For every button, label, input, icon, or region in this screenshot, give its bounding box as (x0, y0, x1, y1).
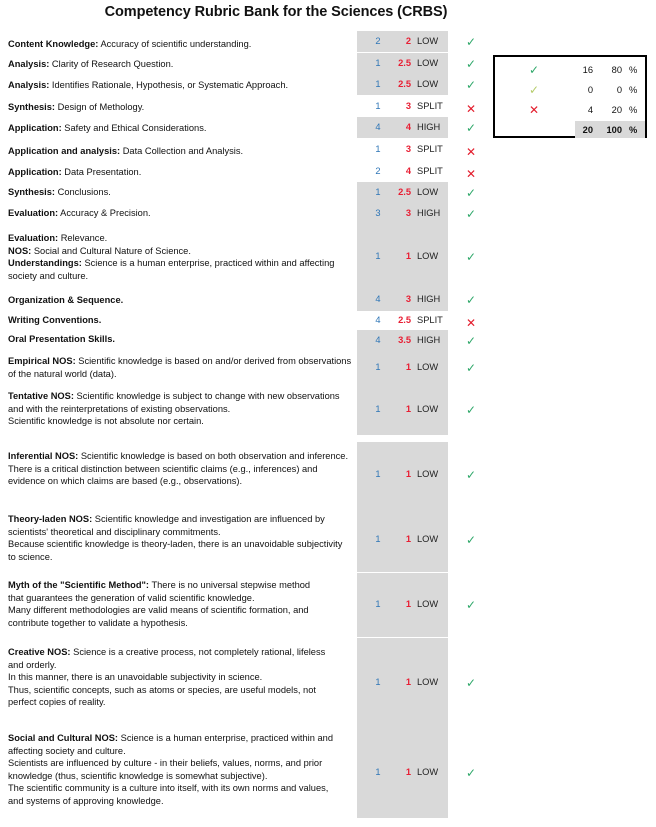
competency-text: Science is a human enterprise, practiced within and affecting society and culture. (8, 733, 334, 756)
level-label: LOW (417, 677, 439, 687)
rubric-row (0, 203, 490, 224)
summary-count: 16 (582, 65, 593, 75)
self-score: 4 (375, 294, 381, 304)
competency-text: Relevance. (58, 233, 108, 243)
check-icon: ✓ (466, 676, 477, 690)
competency-description (8, 333, 353, 346)
rubric-row (0, 330, 490, 351)
description-line (8, 604, 328, 629)
description-line (8, 101, 353, 114)
self-score: 1 (375, 677, 381, 687)
level-label: LOW (417, 767, 439, 777)
check-icon: ✓ (466, 403, 477, 417)
check-icon: ✓ (466, 207, 477, 221)
description-line (8, 513, 343, 538)
competency-description (8, 355, 353, 380)
competency-text: Accuracy of scientific understanding. (98, 39, 252, 49)
self-score: 1 (375, 79, 381, 89)
level-label: HIGH (417, 294, 441, 304)
competency-label: Evaluation: (8, 233, 59, 243)
competency-text: Thus, scientific concepts, such as atoms or species, are useful models, not perfect copies of reality. (8, 684, 316, 708)
description-line (8, 757, 343, 782)
peer-score: 2.5 (398, 58, 411, 68)
competency-text: Social and Cultural Nature of Science. (31, 245, 191, 256)
cross-icon: ✕ (529, 103, 540, 117)
peer-score: 3.5 (398, 335, 411, 345)
self-score: 1 (375, 362, 381, 372)
percent-sign: % (629, 125, 638, 135)
competency-text: Design of Methology. (55, 102, 145, 112)
rubric-row (0, 638, 490, 728)
description-line (8, 58, 353, 71)
summary-box (493, 55, 647, 138)
summary-count: 0 (587, 85, 593, 95)
rubric-row (0, 507, 490, 572)
description-line (8, 145, 353, 158)
competency-text: Safety and Ethical Considerations. (61, 123, 207, 133)
cross-icon: ✕ (466, 145, 477, 159)
rubric-row (0, 224, 490, 289)
competency-description (8, 232, 353, 282)
competency-description (8, 79, 353, 92)
level-label: HIGH (417, 335, 441, 345)
check-icon: ✓ (466, 293, 477, 307)
level-label: LOW (417, 404, 439, 414)
self-score: 4 (375, 335, 381, 345)
peer-score: 3 (405, 294, 411, 304)
self-score: 1 (375, 599, 381, 609)
level-label: HIGH (417, 208, 441, 218)
description-line (8, 122, 353, 135)
description-line (8, 79, 353, 92)
rubric-row (0, 311, 490, 330)
competency-label: Analysis: (8, 80, 50, 90)
competency-text: There is no universal stepwise method that guarantees the generation of valid scientific knowledge. (8, 580, 311, 603)
peer-score: 1 (405, 677, 411, 687)
rubric-row (0, 442, 490, 507)
competency-description (8, 450, 353, 488)
competency-label: Myth of the "Scientific Method": (8, 580, 150, 590)
competency-label: Theory-laden NOS: (8, 514, 93, 524)
description-line (8, 257, 353, 282)
competency-description (8, 58, 353, 71)
summary-count: 4 (587, 105, 593, 115)
competency-text: Scientific knowledge is based on and/or derived from observations of the natural world (data). (8, 356, 352, 379)
check-icon: ✓ (466, 35, 477, 49)
competency-text: Accuracy & Precision. (58, 208, 151, 218)
peer-score: 2.5 (398, 79, 411, 89)
competency-text: Because scientific knowledge is theory-laden, there is an unavoidable subjectivity to science. (8, 539, 343, 562)
check-icon: ✓ (466, 766, 477, 780)
rubric-row (0, 573, 490, 637)
summary-row-check (495, 65, 645, 81)
competency-label: Oral Presentation Skills. (8, 334, 115, 344)
rubric-row (0, 385, 490, 435)
competency-label: Application and analysis: (8, 146, 121, 156)
self-score: 1 (375, 404, 381, 414)
rubric-row (0, 161, 490, 183)
level-label: LOW (417, 79, 439, 89)
check-icon: ✓ (466, 121, 477, 135)
percent-sign: % (629, 105, 638, 115)
level-label: SPLIT (417, 315, 443, 325)
competency-description (8, 579, 328, 629)
competency-text: Data Collection and Analysis. (120, 146, 244, 156)
peer-score: 1 (405, 599, 411, 609)
competency-label: Social and Cultural NOS: (8, 733, 119, 743)
peer-score: 3 (405, 144, 411, 154)
peer-score: 1 (405, 251, 411, 261)
competency-label: Organization & Sequence. (8, 295, 124, 305)
description-line (8, 538, 343, 563)
self-score: 4 (375, 315, 381, 325)
percent-sign: % (629, 65, 638, 75)
competency-description (8, 646, 343, 709)
peer-score: 1 (405, 469, 411, 479)
competency-label: Content Knowledge: (8, 39, 99, 49)
competency-description (8, 186, 353, 199)
partial-check-icon: ✓ (529, 83, 540, 97)
cross-icon: ✕ (466, 167, 477, 181)
self-score: 3 (375, 208, 381, 218)
rubric-row (0, 139, 490, 161)
competency-text: Conclusions. (55, 187, 111, 197)
check-icon: ✓ (466, 57, 477, 71)
competency-text: Clarity of Research Question. (49, 59, 174, 69)
level-label: LOW (417, 36, 439, 46)
description-line (8, 646, 343, 671)
peer-score: 4 (405, 166, 411, 176)
competency-description (8, 145, 353, 158)
rubric-row (0, 728, 490, 818)
description-line (8, 245, 353, 258)
self-score: 1 (375, 469, 381, 479)
check-icon: ✓ (466, 334, 477, 348)
self-score: 1 (375, 144, 381, 154)
percent-sign: % (629, 85, 638, 95)
peer-score: 3 (405, 101, 411, 111)
competency-text: Scientists are influenced by culture - in their beliefs, values, norms, and prior knowledge (thus, scientific knowledge is somewhat subjective). (8, 758, 323, 781)
description-line (8, 355, 353, 380)
summary-row-partial (495, 85, 645, 101)
peer-score: 3 (405, 208, 411, 218)
competency-text: Scientific knowledge and investigation are influenced by scientists' theoretical and disciplinary commitments. (8, 514, 325, 537)
summary-row-cross (495, 105, 645, 121)
competency-text: Science is a human enterprise, practiced within and affecting society and culture. (8, 258, 335, 281)
self-score: 1 (375, 58, 381, 68)
competency-text: Scientific knowledge is subject to change with new observations and with the reinterpretations of existing observations. (8, 391, 340, 414)
self-score: 1 (375, 187, 381, 197)
competency-text: Identifies Rationale, Hypothesis, or Systematic Approach. (49, 80, 289, 90)
competency-label: Application: (8, 123, 62, 133)
level-label: LOW (417, 469, 439, 479)
description-line (8, 415, 353, 428)
competency-label: NOS: (8, 245, 32, 256)
competency-label: Understandings: (8, 258, 82, 269)
cross-icon: ✕ (466, 102, 477, 116)
rubric-row (0, 96, 490, 117)
competency-label: Writing Conventions. (8, 315, 102, 325)
peer-score: 1 (405, 362, 411, 372)
competency-label: Empirical NOS: (8, 356, 76, 366)
self-score: 2 (375, 166, 381, 176)
description-line (8, 294, 353, 307)
rubric-row (0, 289, 490, 311)
summary-percent: 20 (611, 105, 622, 115)
self-score: 1 (375, 534, 381, 544)
description-line (8, 314, 353, 327)
summary-total-percent: 100 (606, 125, 622, 135)
competency-description (8, 101, 353, 114)
rubric-row (0, 351, 490, 385)
level-label: SPLIT (417, 144, 443, 154)
peer-score: 1 (405, 404, 411, 414)
description-line (8, 166, 353, 179)
self-score: 1 (375, 251, 381, 261)
self-score: 1 (375, 767, 381, 777)
description-line (8, 782, 343, 807)
level-label: LOW (417, 187, 439, 197)
check-icon: ✓ (466, 78, 477, 92)
rubric-row (0, 31, 490, 52)
level-label: LOW (417, 58, 439, 68)
peer-score: 2.5 (398, 187, 411, 197)
description-line (8, 579, 328, 604)
check-icon: ✓ (466, 533, 477, 547)
competency-label: Evaluation: (8, 208, 59, 218)
competency-description (8, 294, 353, 307)
competency-description (8, 314, 353, 327)
description-line (8, 671, 343, 684)
rubric-row (0, 117, 490, 138)
self-score: 1 (375, 101, 381, 111)
competency-text: In this manner, there is an unavoidable subjectivity in science. (8, 672, 263, 683)
competency-text: Scientific knowledge is based on both observation and inference. There is a critical distinction between scientific claims (e.g., inferences) and evidence on which claims are based (e.g., observations). (8, 451, 349, 487)
competency-description (8, 38, 353, 51)
competency-label: Creative NOS: (8, 647, 71, 657)
check-icon: ✓ (466, 186, 477, 200)
level-label: SPLIT (417, 101, 443, 111)
rubric-row (0, 74, 490, 95)
competency-text: Scientific knowledge is not absolute nor certain. (8, 416, 204, 427)
level-label: LOW (417, 599, 439, 609)
self-score: 2 (375, 36, 381, 46)
summary-percent: 80 (611, 65, 622, 75)
description-line (8, 684, 343, 709)
competency-description (8, 513, 343, 563)
competency-label: Inferential NOS: (8, 451, 79, 461)
peer-score: 4 (405, 122, 411, 132)
competency-label: Tentative NOS: (8, 391, 74, 401)
rubric-row (0, 182, 490, 203)
description-line (8, 732, 343, 757)
competency-text: Science is a creative process, not completely rational, lifeless and orderly. (8, 647, 326, 670)
competency-text: Data Presentation. (61, 167, 142, 177)
summary-percent: 0 (616, 85, 622, 95)
rubric-row (0, 53, 490, 74)
description-line (8, 207, 353, 220)
competency-text: Many different methodologies are valid means of scientific formation, and contribute together to validate a hypothesis. (8, 605, 309, 628)
check-icon: ✓ (466, 598, 477, 612)
competency-label: Application: (8, 167, 62, 177)
description-line (8, 232, 353, 245)
competency-label: Analysis: (8, 59, 50, 69)
description-line (8, 333, 353, 346)
description-line (8, 450, 353, 488)
level-label: SPLIT (417, 166, 443, 176)
check-icon: ✓ (529, 63, 540, 77)
level-label: HIGH (417, 122, 441, 132)
peer-score: 1 (405, 767, 411, 777)
competency-description (8, 122, 353, 135)
check-icon: ✓ (466, 361, 477, 375)
competency-text: The scientific community is a culture into itself, with its own norms and values, and systems of approving knowledge. (8, 783, 329, 806)
peer-score: 1 (405, 534, 411, 544)
description-line (8, 390, 353, 415)
description-line (8, 38, 353, 51)
competency-description (8, 166, 353, 179)
competency-label: Synthesis: (8, 102, 56, 112)
peer-score: 2.5 (398, 315, 411, 325)
competency-description (8, 732, 343, 808)
cross-icon: ✕ (466, 316, 477, 330)
description-line (8, 186, 353, 199)
check-icon: ✓ (466, 250, 477, 264)
level-label: LOW (417, 251, 439, 261)
competency-description (8, 207, 353, 220)
competency-label: Synthesis: (8, 187, 56, 197)
competency-description (8, 390, 353, 428)
peer-score: 2 (405, 36, 411, 46)
check-icon: ✓ (466, 468, 477, 482)
level-label: LOW (417, 534, 439, 544)
page-title: Competency Rubric Bank for the Sciences (CRBS) (104, 4, 448, 20)
summary-row-total (495, 125, 645, 141)
level-label: LOW (417, 362, 439, 372)
self-score: 4 (375, 122, 381, 132)
summary-total-count: 20 (582, 125, 593, 135)
